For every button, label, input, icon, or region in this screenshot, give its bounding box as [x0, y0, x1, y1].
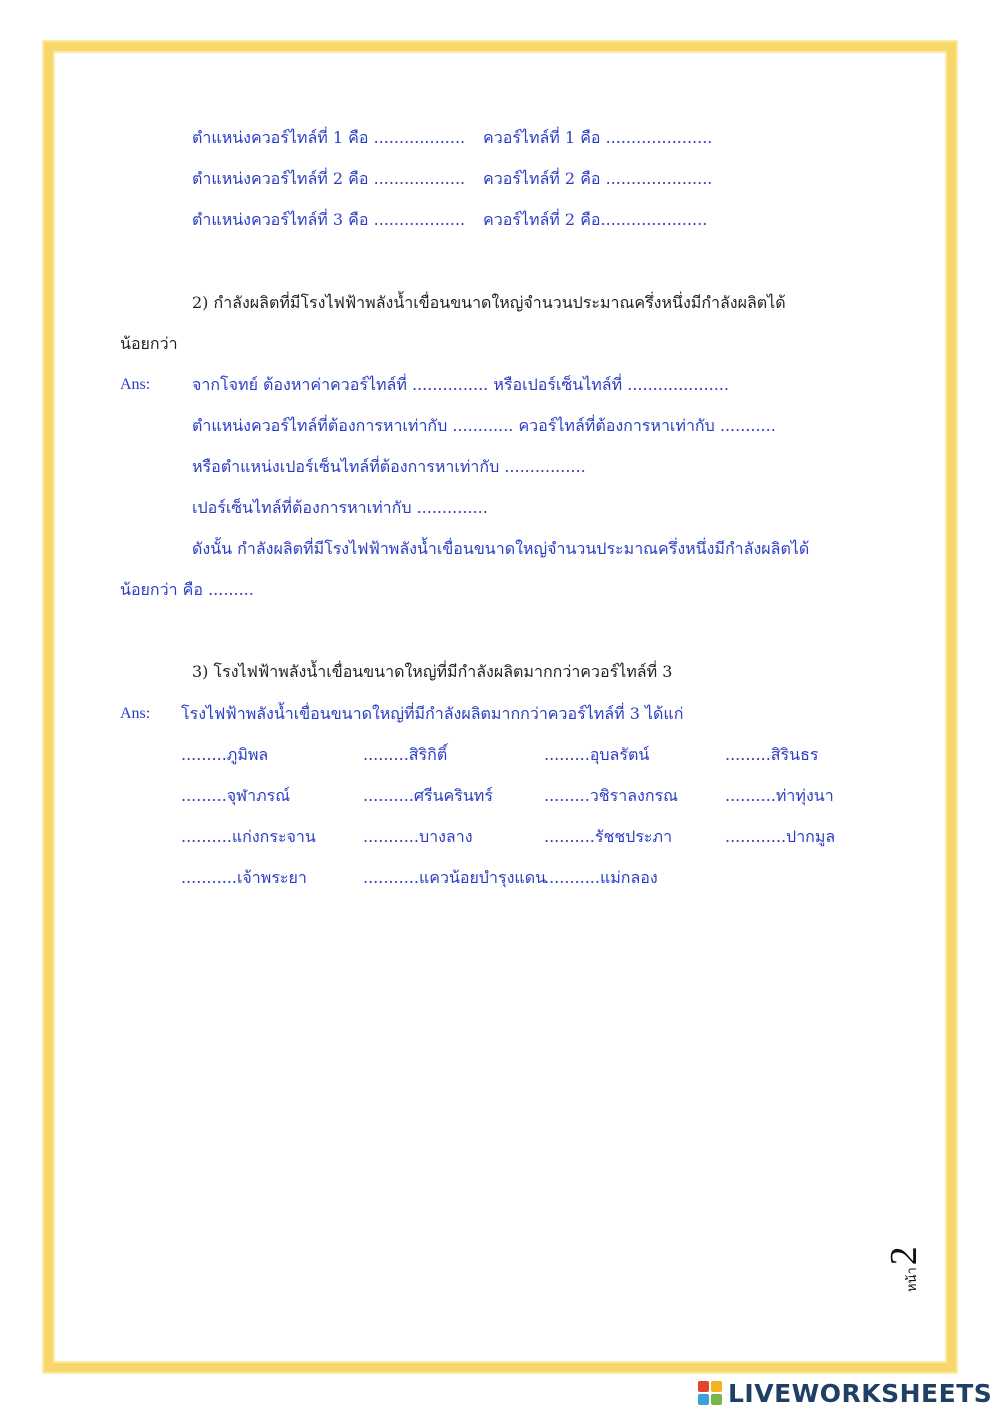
page-number-value: 2	[883, 1246, 925, 1266]
footer-brand[interactable]	[698, 1376, 992, 1410]
quartile-position-2: ตำแหน่งควอร์ไทล์ที่ 2 คือ ..................	[192, 169, 466, 188]
dam-item: .........จุฬาภรณ์	[181, 786, 291, 805]
dam-item: .........อุบลรัตน์	[544, 745, 650, 764]
page-number	[884, 1232, 944, 1292]
brand-name: LIVEWORKSHEETS	[728, 1378, 993, 1408]
answer-2-line: ตำแหน่งควอร์ไทล์ที่ต้องการหาเท่ากับ ............ ควอร์ไทล์ที่ต้องการหาเท่ากับ ...........	[192, 416, 776, 435]
answer-2-line: จากโจทย์ ต้องหาค่าควอร์ไทล์ที่ ............... หรือเปอร์เซ็นไทล์ที่ ....................	[192, 375, 729, 394]
dam-item: ..........แก่งกระจาน	[181, 827, 316, 846]
dam-item: .........สิรินธร	[725, 745, 819, 764]
dam-item: ...........บางลาง	[363, 827, 473, 846]
answer-2-line: หรือตำแหน่งเปอร์เซ็นไทล์ที่ต้องการหาเท่ากับ ................	[192, 457, 586, 476]
quartile-position-3: ตำแหน่งควอร์ไทล์ที่ 3 คือ ..................	[192, 210, 466, 229]
dam-item: ...........เจ้าพระยา	[181, 868, 307, 887]
question-2-line2: น้อยกว่า	[120, 334, 178, 353]
dam-item: ...........แควน้อยบำรุงแดน	[363, 868, 547, 887]
dam-item: ..........ท่าทุ่งนา	[725, 786, 834, 805]
answer-2-line: ดังนั้น กำลังผลิตที่มีโรงไฟฟ้าพลังน้ำเขื่อนขนาดใหญ่จำนวนประมาณครึ่งหนึ่งมีกำลังผลิตได้	[192, 539, 810, 558]
answer-3-label: Ans:	[120, 705, 151, 722]
dam-item: .........ภูมิพล	[181, 745, 269, 764]
dam-item: ..........ศรีนครินทร์	[363, 786, 493, 805]
logo-square	[711, 1394, 722, 1405]
question-2-line1: 2) กำลังผลิตที่มีโรงไฟฟ้าพลังน้ำเขื่อนขนาดใหญ่จำนวนประมาณครึ่งหนึ่งมีกำลังผลิตได้	[192, 293, 786, 312]
dam-item: .........วชิราลงกรณ	[544, 786, 678, 805]
answer-3-line: โรงไฟฟ้าพลังน้ำเขื่อนขนาดใหญ่ที่มีกำลังผลิตมากกว่าควอร์ไทล์ที่ 3 ได้แก่	[181, 704, 684, 723]
quartile-value-2: ควอร์ไทล์ที่ 2 คือ .....................	[483, 169, 713, 188]
page-label: หน้า	[905, 1267, 920, 1292]
liveworksheets-logo-icon	[698, 1381, 722, 1405]
dam-item: ............ปากมูล	[725, 827, 836, 846]
quartile-value-1: ควอร์ไทล์ที่ 1 คือ .....................	[483, 128, 713, 147]
answer-2-line: เปอร์เซ็นไทล์ที่ต้องการหาเท่ากับ ..............	[192, 498, 488, 517]
logo-square	[698, 1381, 709, 1392]
dam-item: ..........รัชชประภา	[544, 827, 673, 846]
dam-item: ...........แม่กลอง	[544, 868, 658, 887]
answer-2-label: Ans:	[120, 376, 151, 393]
logo-square	[711, 1381, 722, 1392]
logo-square	[698, 1394, 709, 1405]
answer-2-conclusion: น้อยกว่า คือ .........	[120, 580, 254, 599]
dam-item: .........สิริกิติ์	[363, 745, 448, 764]
question-3-line1: 3) โรงไฟฟ้าพลังน้ำเขื่อนขนาดใหญ่ที่มีกำลังผลิตมากกว่าควอร์ไทล์ที่ 3	[192, 662, 673, 681]
quartile-position-1: ตำแหน่งควอร์ไทล์ที่ 1 คือ ..................	[192, 128, 466, 147]
quartile-value-3: ควอร์ไทล์ที่ 2 คือ.....................	[483, 210, 708, 229]
